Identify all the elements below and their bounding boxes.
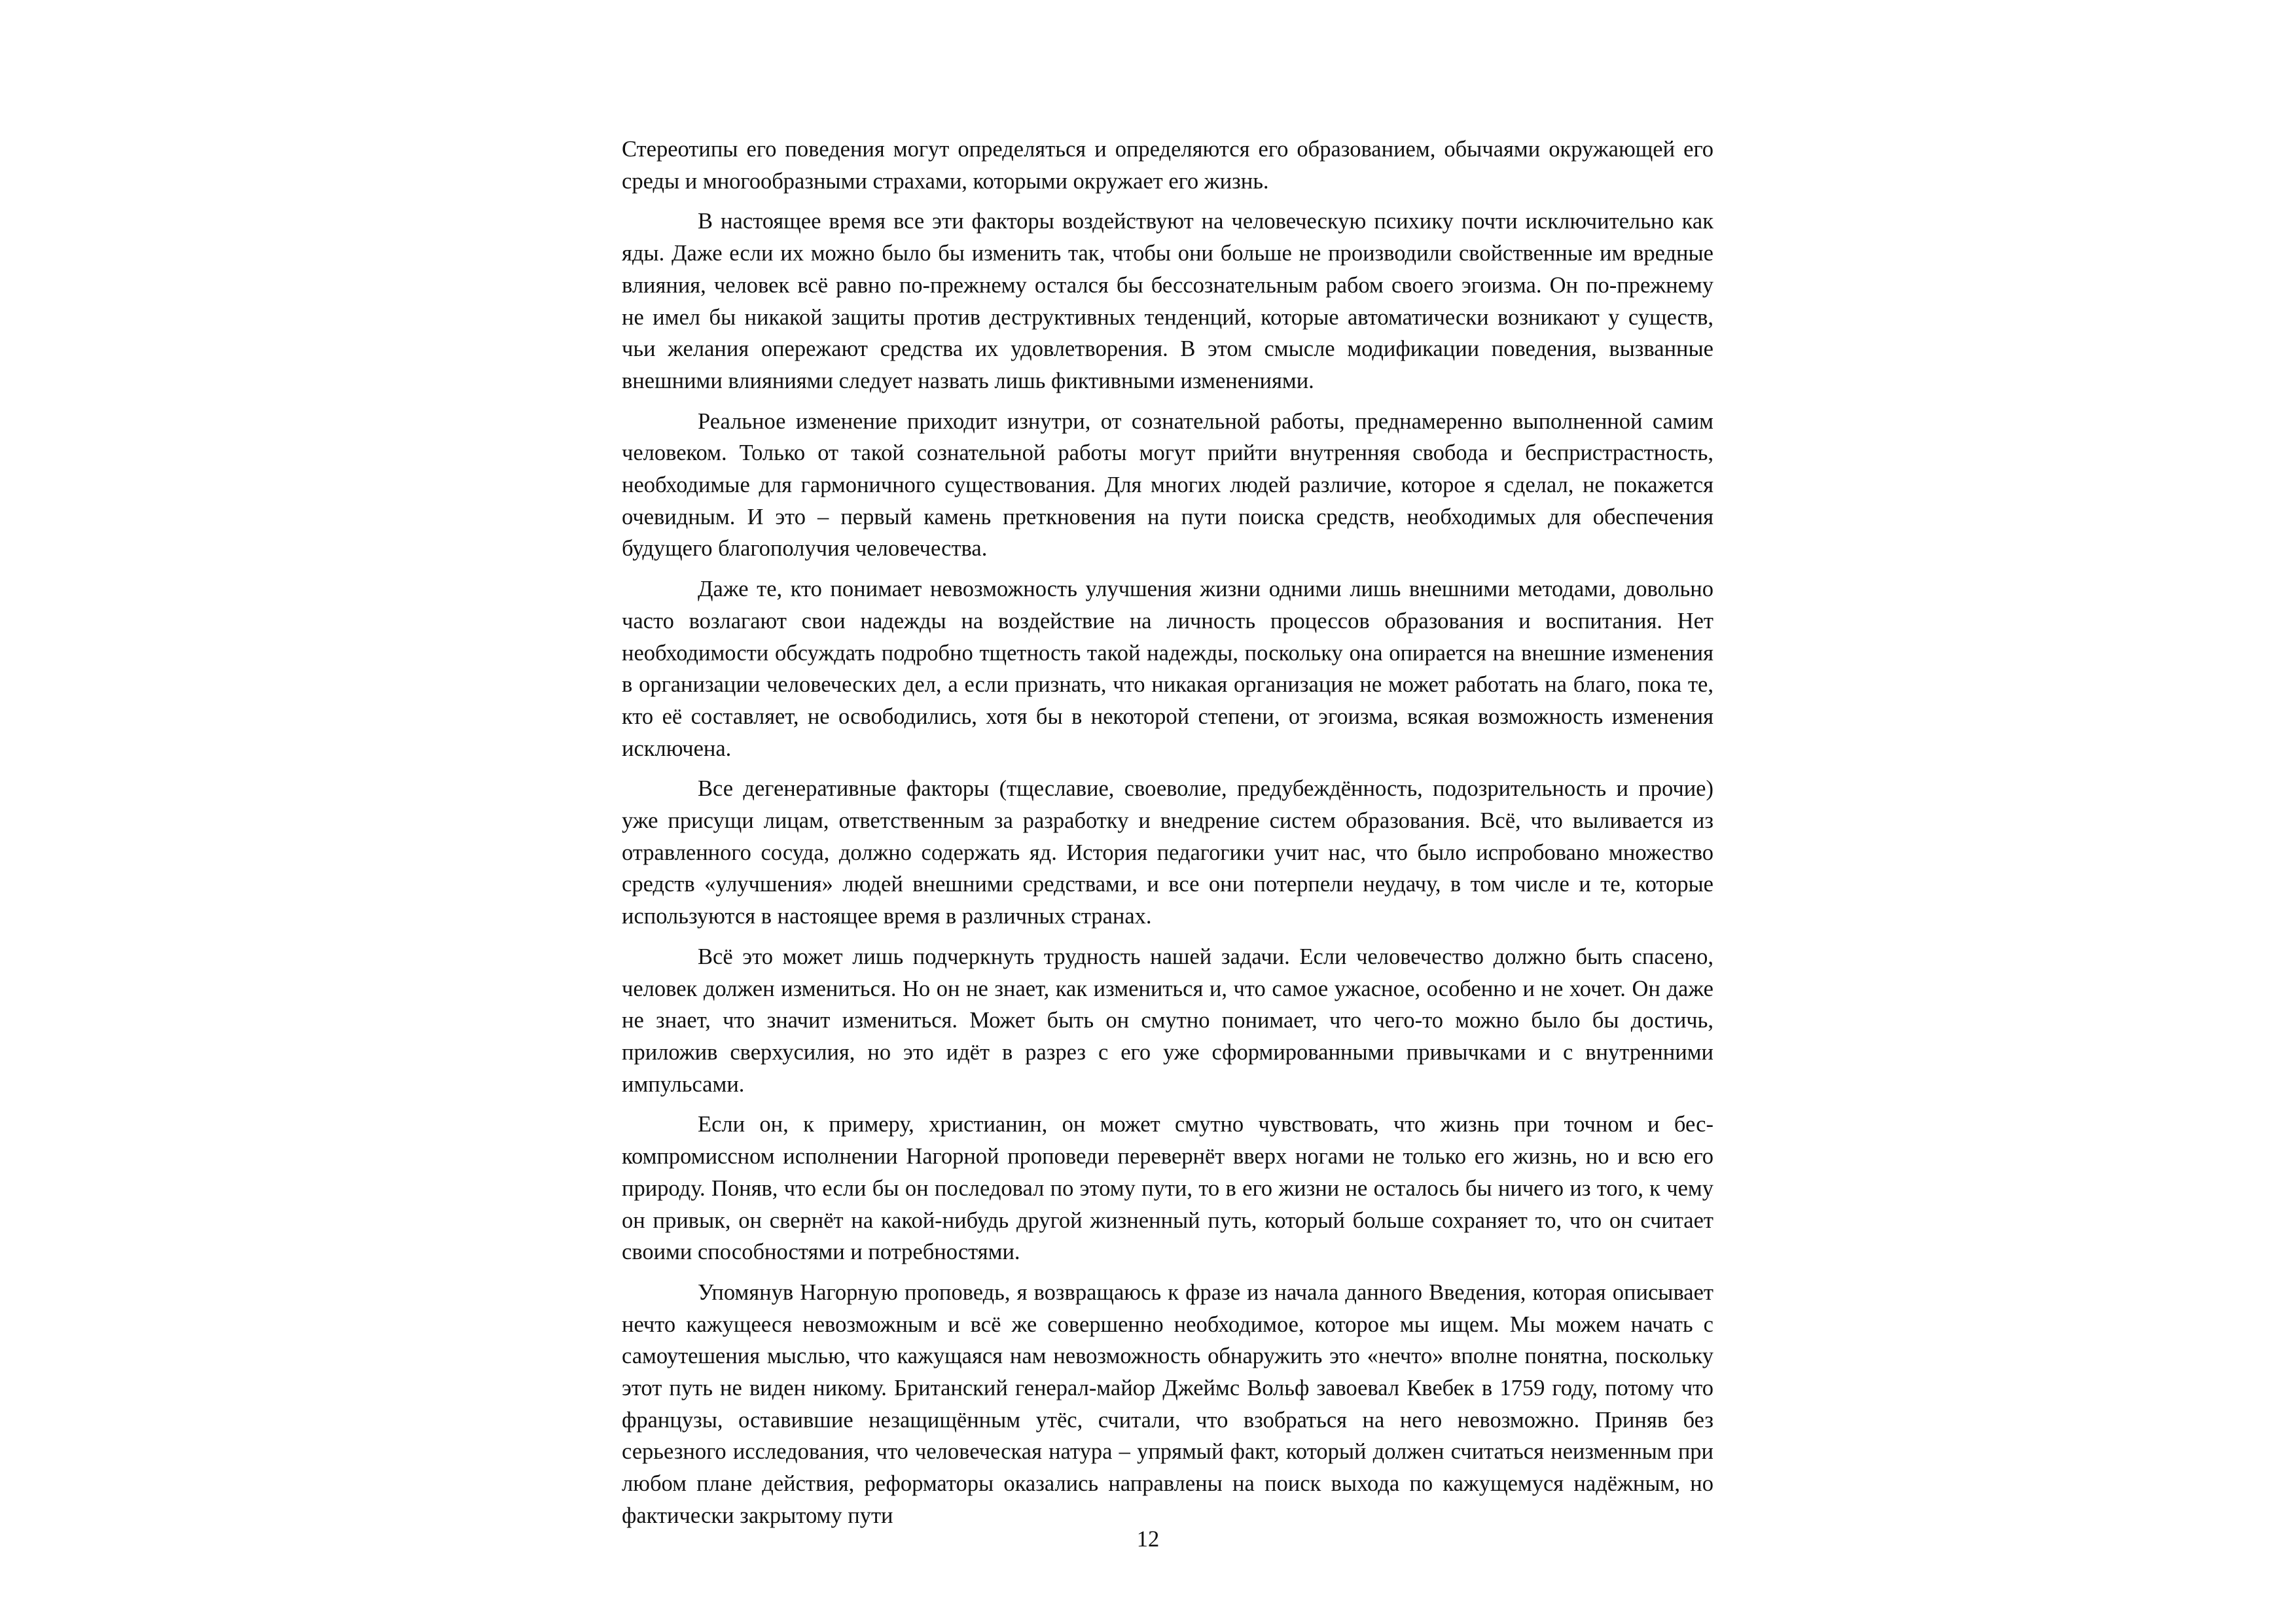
paragraph-5: Все дегенеративные факторы (тщеславие, своеволие, предубеждённость, подозрительность и прочие) уже присущи лицам, ответственным за разработку и внедрение систем образования. Всё, что выливается из отравленного сосуда, должно содержать яд. История педагогики учит нас, что было испробовано множество средств «улучшения» людей внешними средствами, и все они потерпели неудачу, в том числе и те, которые используются в настоящее время в различных странах. [622, 776, 1713, 929]
page-number: 12 [1136, 1527, 1160, 1552]
paragraph-2: В настоящее время все эти факторы воздействуют на человеческую психику почти исключительно как яды. Даже если их можно было бы изменить так, чтобы они больше не производили свойственные им вредные влияния, человек всё равно по-прежнему остался бы бессознательным рабом своего эгоизма. Он по-прежнему не имел бы никакой защиты против деструктивных тенденций, которые автоматически возникают у существ, чьи желания опережают средства их удовлетворения. В этом смысле модификации поведения, вызванные внешними влияниями следует назвать лишь фиктивными изменениями. [622, 209, 1713, 393]
paragraph-6: Всё это может лишь подчеркнуть трудность нашей задачи. Если человечество должно быть спасено, человек должен измениться. Но он не знает, как измениться и, что самое ужасное, особенно и не хочет. Он даже не знает, что значит измениться. Может быть он смутно понимает, что чего-то можно было бы достичь, приложив сверхусилия, но это идёт в разрез с его уже сформированными привычками и с внутренними импульсами. [622, 944, 1713, 1097]
paragraph-8: Упомянув Нагорную проповедь, я возвращаюсь к фразе из начала данного Введения, которая описывает нечто кажущееся невозможным и всё же совершенно необходимое, которое мы ищем. Мы можем начать с самоутешения мыслью, что кажущаяся нам невозможность обнаружить это «нечто» вполне понятна, поскольку этот путь не виден никому. Британский генерал-майор Джеймс Вольф завоевал Квебек в 1759 году, потому что французы, оставившие незащищённым утёс, считали, что взобраться на него невозможно. Приняв без серьезного исследования, что человеческая натура – упрямый факт, который должен считаться неизменным при любом плане действия, реформаторы оказались направлены на поиск выхода по кажущемуся надёжным, но фактически закрытому пути [622, 1279, 1713, 1528]
body-text [622, 134, 1713, 1541]
paragraph-7: Если он, к примеру, христианин, он может смутно чувствовать, что жизнь при точном и бескомпромиссном исполнении Нагорной проповеди перевернёт вверх ногами не только его жизнь, но и всю его природу. Поняв, что если бы он последовал по этому пути, то в его жизни не осталось бы ничего из того, к чему он привык, он свернёт на какой-нибудь другой жизненный путь, который больше сохраняет то, что он считает своими способностями и потребностями. [622, 1112, 1713, 1265]
paragraph-4: Даже те, кто понимает невозможность улучшения жизни одними лишь внешними методами, довольно часто возлагают свои надежды на воздействие на личность процессов образования и воспитания. Нет необходимости обсуждать подробно тщетность такой надежды, поскольку она опирается на внешние изменения в организации человеческих дел, а если признать, что никакая организация не может работать на благо, пока те, кто её составляет, не освободились, хотя бы в некоторой степени, от эгоизма, всякая возможность изменения исключена. [622, 577, 1713, 761]
paragraph-1: Стереотипы его поведения могут определяться и определяются его образованием, обычаями окружающей его среды и многообразными страхами, которыми окружает его жизнь. [622, 137, 1713, 194]
paragraph-3: Реальное изменение приходит изнутри, от сознательной работы, преднамеренно выполненной самим человеком. Только от такой сознательной работы могут прийти внутренняя свобода и беспристрастность, необходимые для гармоничного существования. Для многих людей различие, которое я сделал, не покажется очевидным. И это – первый камень преткновения на пути поиска средств, необходимых для обеспечения будущего благополучия человечества. [622, 408, 1713, 562]
